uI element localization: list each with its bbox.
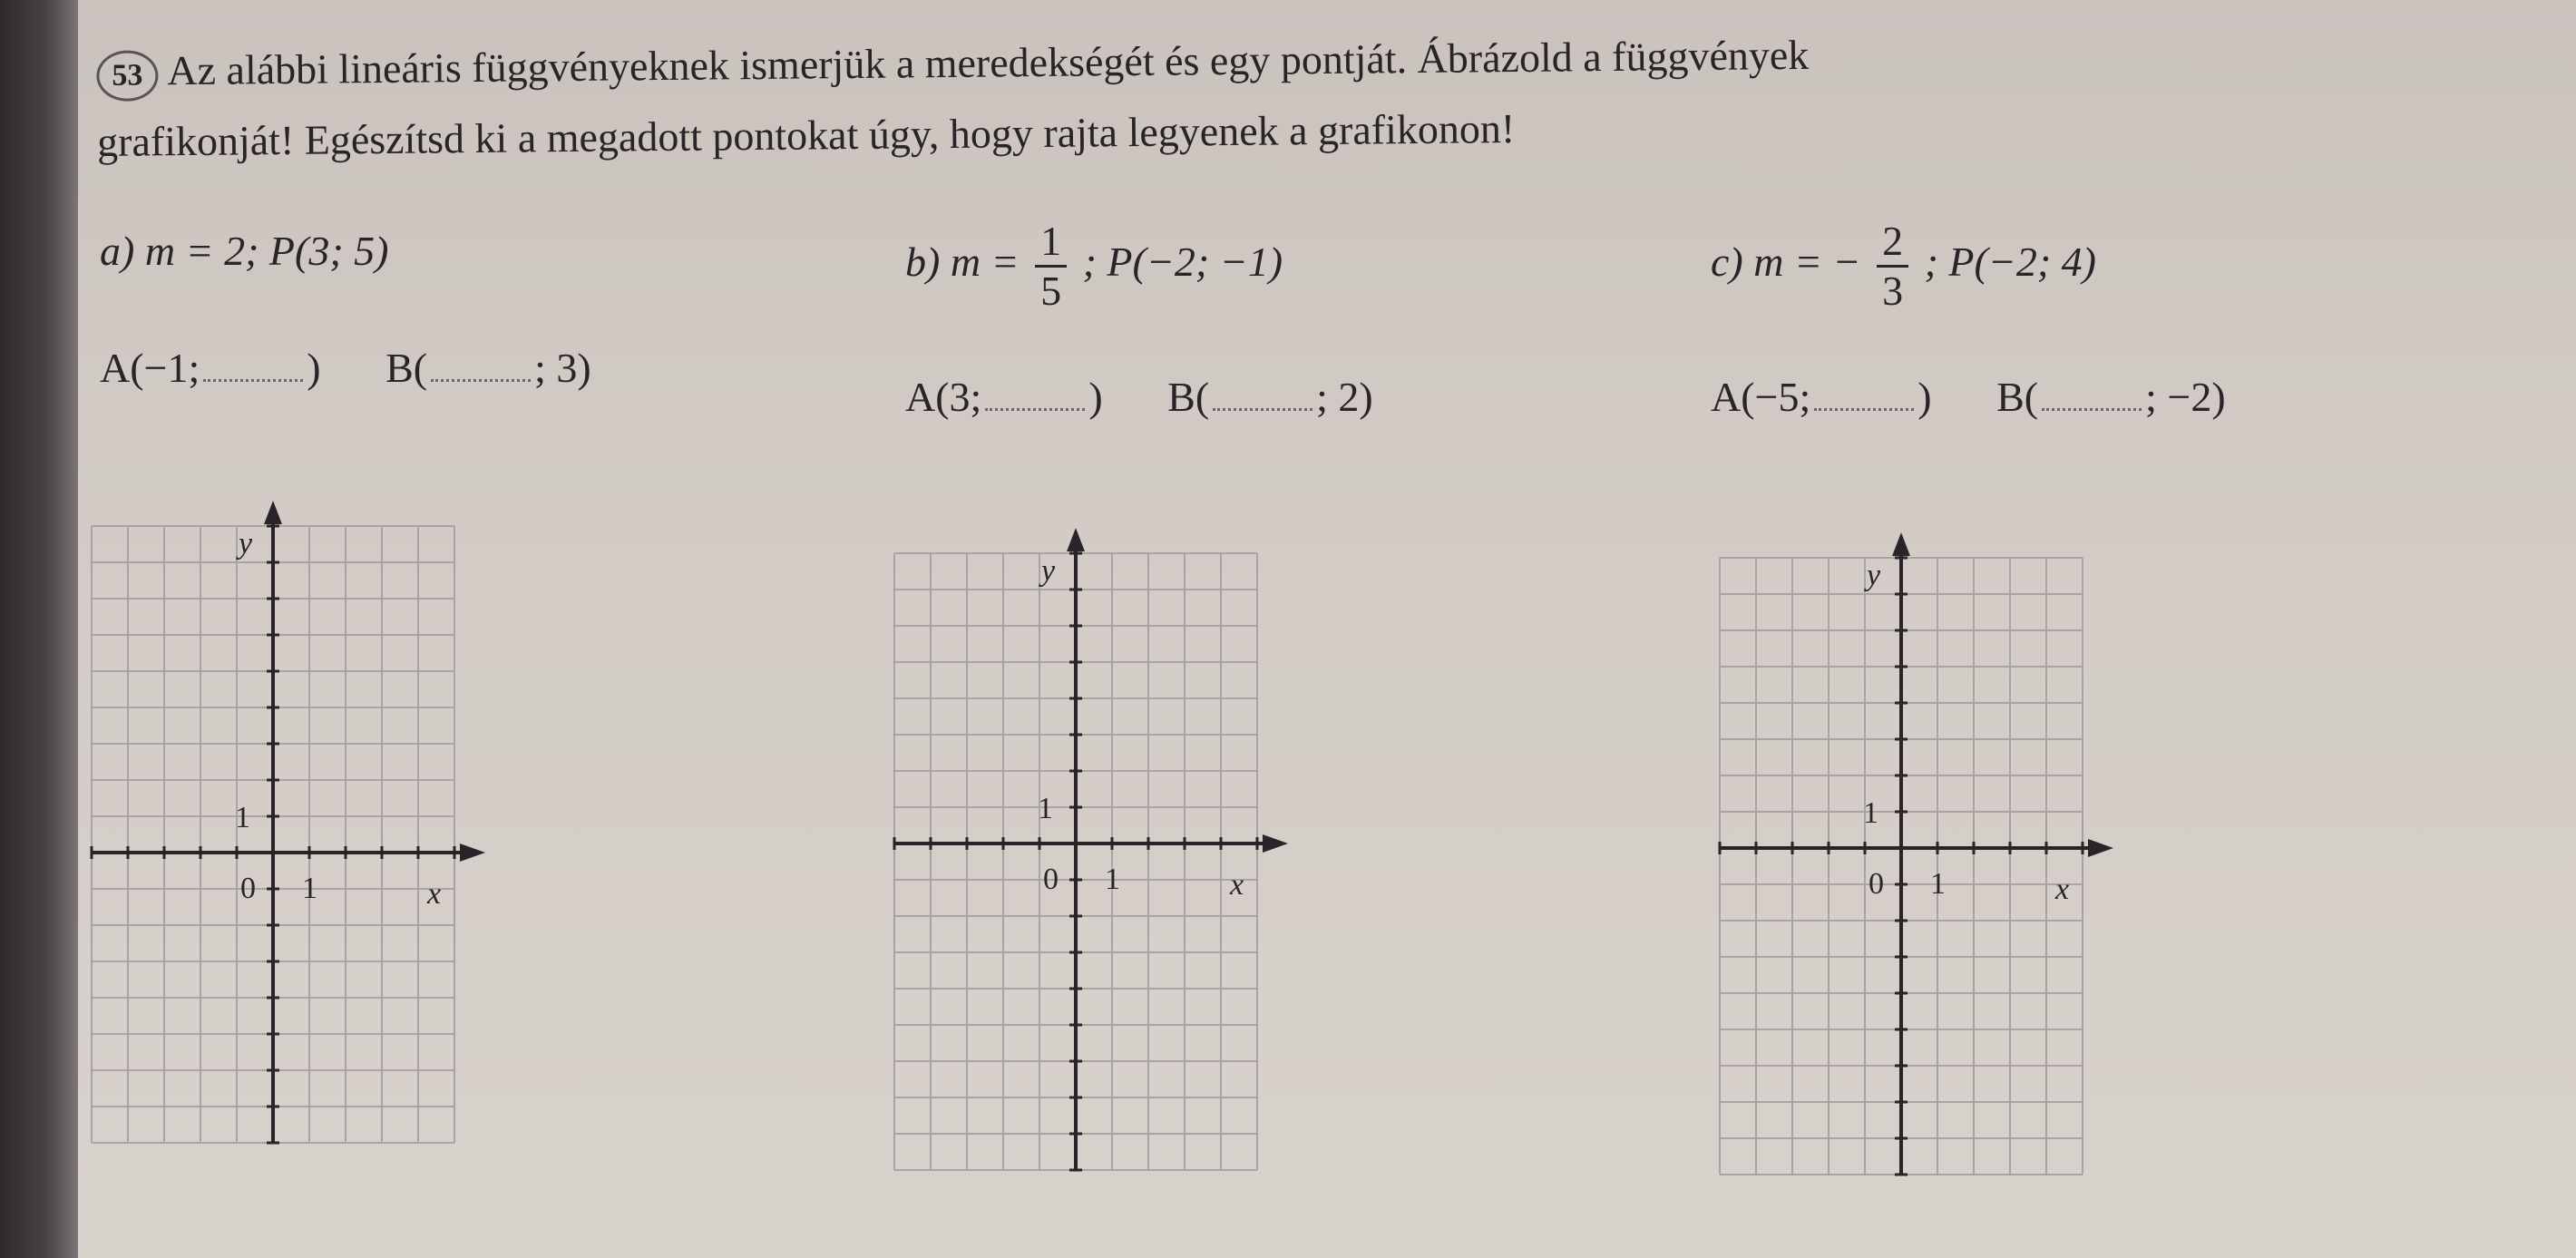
task-b-A-suffix: ) <box>1088 374 1103 420</box>
task-c-B-blank[interactable] <box>2042 372 2142 411</box>
x-unit-label: 1 <box>302 872 317 905</box>
task-c-B-suffix: ; −2) <box>2145 374 2226 420</box>
task-c-A-suffix: ) <box>1917 374 1932 420</box>
task-c-denominator: 3 <box>1882 268 1904 314</box>
task-c-slope-prefix: m = − <box>1753 239 1861 286</box>
x-axis-label: x <box>427 877 442 911</box>
task-b-B-suffix: ; 2) <box>1316 374 1373 420</box>
task-c-points <box>1711 372 2280 421</box>
task-b-A-blank[interactable] <box>985 372 1085 411</box>
instruction-line-1: Az alábbi lineáris függvényeknek ismerjük a meredekségét és egy pontját. Ábrázold a függvények <box>167 31 1810 94</box>
y-axis-arrow-icon <box>264 501 282 524</box>
book-spine-shadow <box>0 0 78 1258</box>
x-axis-arrow-icon <box>2088 839 2113 857</box>
task-a <box>100 227 388 275</box>
task-b <box>905 218 1283 315</box>
task-b-slope-fraction <box>1035 218 1067 315</box>
y-axis-label: y <box>239 527 253 561</box>
task-a-point: P(3; 5) <box>268 228 389 274</box>
y-unit-label: 1 <box>1038 792 1053 825</box>
task-c <box>1711 218 2096 315</box>
y-unit-label: 1 <box>1863 796 1878 830</box>
task-c-B-prefix: B( <box>1996 374 2039 420</box>
task-b-denominator: 5 <box>1040 268 1062 314</box>
y-axis-label: y <box>1041 554 1056 588</box>
textbook-page <box>78 0 2576 1258</box>
y-axis-arrow-icon <box>1067 528 1085 551</box>
x-unit-label: 1 <box>1105 863 1120 896</box>
task-b-numerator: 1 <box>1035 218 1067 268</box>
origin-label: 0 <box>240 872 256 905</box>
exercise-instructions <box>96 14 2419 178</box>
task-a-B-prefix: B( <box>385 345 428 391</box>
graph-b[interactable] <box>885 517 1566 1206</box>
y-axis-arrow-icon <box>1892 532 1910 556</box>
task-c-A-blank[interactable] <box>1814 372 1914 411</box>
task-a-B-blank[interactable] <box>431 343 531 382</box>
x-axis-label: x <box>2055 873 2070 906</box>
task-a-A-suffix: ) <box>307 345 321 391</box>
x-unit-label: 1 <box>1930 867 1946 901</box>
task-b-points <box>905 372 1428 421</box>
task-b-A-prefix: A(3; <box>905 374 982 420</box>
task-a-slope: m = 2; <box>144 228 259 274</box>
task-c-A-prefix: A(−5; <box>1711 374 1811 420</box>
x-axis-arrow-icon <box>1263 834 1288 853</box>
x-axis-arrow-icon <box>460 844 485 862</box>
graph-body <box>1720 532 2113 1175</box>
origin-label: 0 <box>1869 867 1884 901</box>
task-c-slope-fraction <box>1877 218 1908 315</box>
task-a-A-prefix: A(−1; <box>100 345 200 391</box>
task-b-point: ; P(−2; −1) <box>1082 239 1283 286</box>
task-a-B-suffix: ; 3) <box>534 345 591 391</box>
task-c-numerator: 2 <box>1877 218 1908 268</box>
task-a-points <box>100 343 646 392</box>
task-a-A-blank[interactable] <box>203 343 303 382</box>
graph-body <box>894 528 1288 1170</box>
graph-c[interactable] <box>1711 522 2391 1220</box>
task-b-B-prefix: B( <box>1167 374 1210 420</box>
graph-a[interactable] <box>83 490 763 1179</box>
task-c-label: c) <box>1711 239 1743 286</box>
tasks <box>78 209 2576 481</box>
instruction-line-2: grafikonját! Egészítsd ki a megadott pontokat úgy, hogy rajta legyenek a grafikonon! <box>96 104 1516 165</box>
task-b-slope-prefix: m = <box>950 239 1020 286</box>
graph-body <box>92 501 485 1143</box>
exercise-number: 53 <box>96 50 159 102</box>
origin-label: 0 <box>1043 863 1059 896</box>
y-axis-label: y <box>1867 559 1881 592</box>
y-unit-label: 1 <box>235 801 250 834</box>
task-b-B-blank[interactable] <box>1213 372 1312 411</box>
task-c-point: ; P(−2; 4) <box>1924 239 2096 286</box>
task-b-label: b) <box>905 239 941 286</box>
x-axis-label: x <box>1230 868 1244 902</box>
task-a-label: a) <box>100 228 135 274</box>
